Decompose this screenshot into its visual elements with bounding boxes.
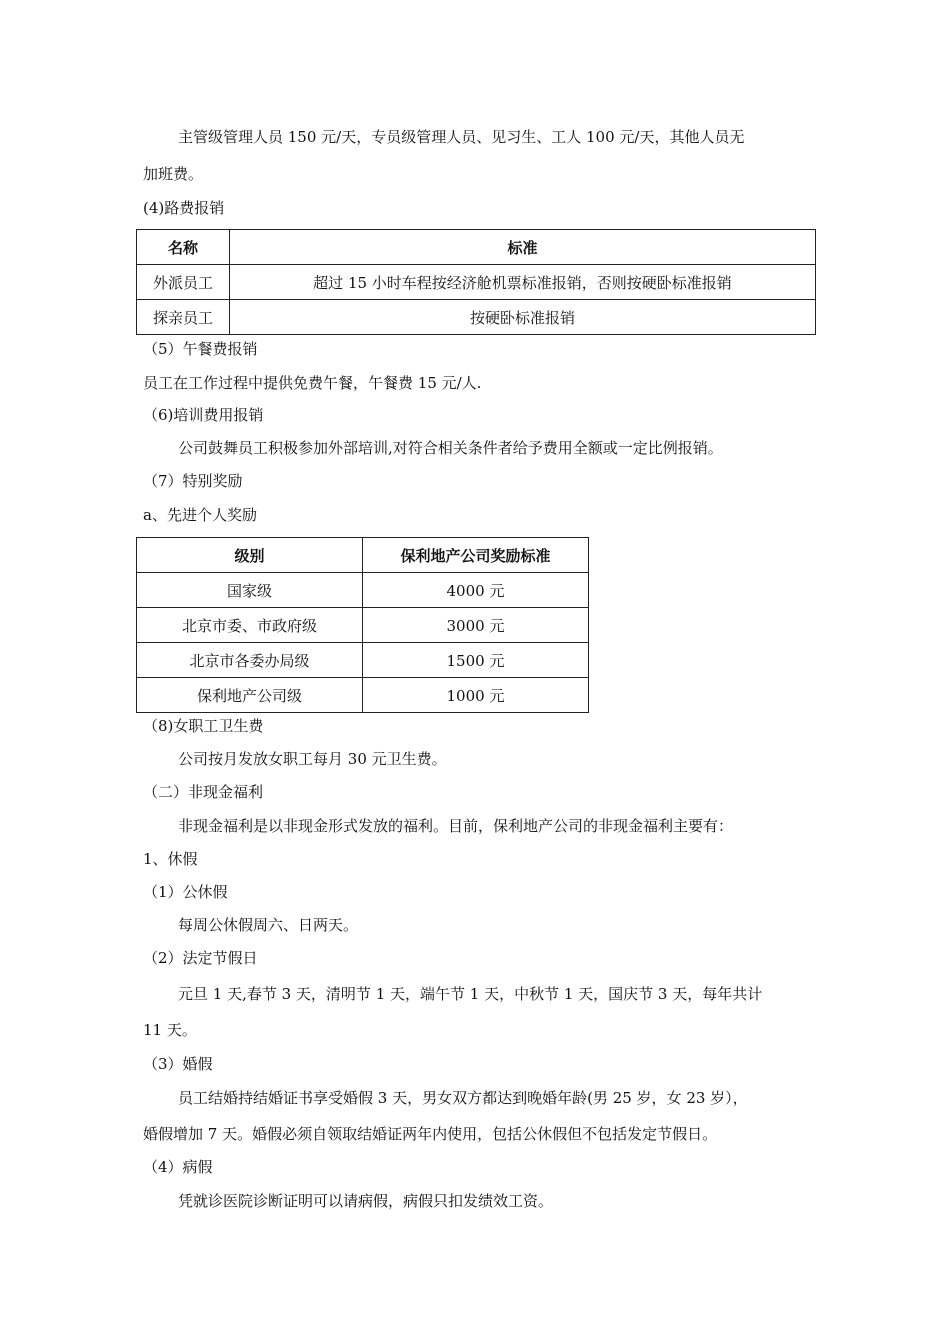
heading-holidays: （2）法定节假日 [143,949,258,967]
table-cell: 4000 元 [363,573,589,608]
table-cell: 超过 15 小时车程按经济舱机票标准报销，否则按硬卧标准报销 [230,265,816,300]
table-cell: 外派员工 [137,265,230,300]
table-row [137,573,589,608]
heading-lunch: （5）午餐费报销 [143,340,258,358]
paragraph-marriage-cont: 婚假增加 7 天。婚假必须自领取结婚证两年内使用，包括公休假但不包括发定节假日。 [143,1125,718,1143]
heading-travel: (4)路费报销 [143,199,225,217]
table-cell: 1000 元 [363,678,589,713]
heading-training: （6)培训费用报销 [143,406,264,424]
heading-marriage: （3）婚假 [143,1055,213,1073]
table-row [137,608,589,643]
table-header-cell: 标准 [230,230,816,265]
heading-individual-award: a、先进个人奖励 [143,506,257,524]
table-cell: 保利地产公司级 [137,678,363,713]
table-cell: 3000 元 [363,608,589,643]
table-row [137,678,589,713]
paragraph-overtime: 主管级管理人员 150 元/天，专员级管理人员、见习生、工人 100 元/天，其他人员无 [178,128,745,146]
heading-special-award: （7）特别奖励 [143,472,243,490]
paragraph-marriage: 员工结婚持结婚证书享受婚假 3 天，男女双方都达到晚婚年龄(男 25 岁，女 23 岁）， [178,1089,748,1107]
paragraph-weekend: 每周公休假周六、日两天。 [178,916,359,934]
table-header-cell: 级别 [137,538,363,573]
paragraph-holidays-cont: 11 天。 [143,1021,197,1039]
paragraph-sick-leave: 凭就诊医院诊断证明可以请病假，病假只扣发绩效工资。 [178,1192,554,1210]
paragraph-overtime-cont: 加班费。 [143,165,204,183]
heading-vacation: 1、休假 [143,850,198,868]
paragraph-training: 公司鼓舞员工积极参加外部培训,对符合相关条件者给予费用全额或一定比例报销。 [178,439,723,457]
paragraph-hygiene: 公司按月发放女职工每月 30 元卫生费。 [178,750,447,768]
table-row [137,265,816,300]
table-row [137,643,589,678]
paragraph-noncash: 非现金福利是以非现金形式发放的福利。目前，保利地产公司的非现金福利主要有： [178,817,734,835]
heading-weekend: （1）公休假 [143,883,228,901]
table-header-cell: 保利地产公司奖励标准 [363,538,589,573]
table-header-cell: 名称 [137,230,230,265]
table-row [137,300,816,335]
heading-noncash: （二）非现金福利 [143,783,264,801]
award-standard-table [136,537,589,713]
table-header-row [137,230,816,265]
paragraph-lunch: 员工在工作过程中提供免费午餐，午餐费 15 元/人. [143,374,482,392]
travel-expense-table [136,229,816,335]
table-cell: 国家级 [137,573,363,608]
table-cell: 按硬卧标准报销 [230,300,816,335]
table-header-row [137,538,589,573]
heading-sick-leave: （4）病假 [143,1158,213,1176]
table-cell: 北京市委、市政府级 [137,608,363,643]
table-cell: 1500 元 [363,643,589,678]
table-cell: 探亲员工 [137,300,230,335]
paragraph-holidays: 元旦 1 天,春节 3 天，清明节 1 天，端午节 1 天，中秋节 1 天，国庆节 3 天，每年共计 [178,985,763,1003]
table-cell: 北京市各委办局级 [137,643,363,678]
heading-hygiene: （8)女职工卫生费 [143,717,264,735]
